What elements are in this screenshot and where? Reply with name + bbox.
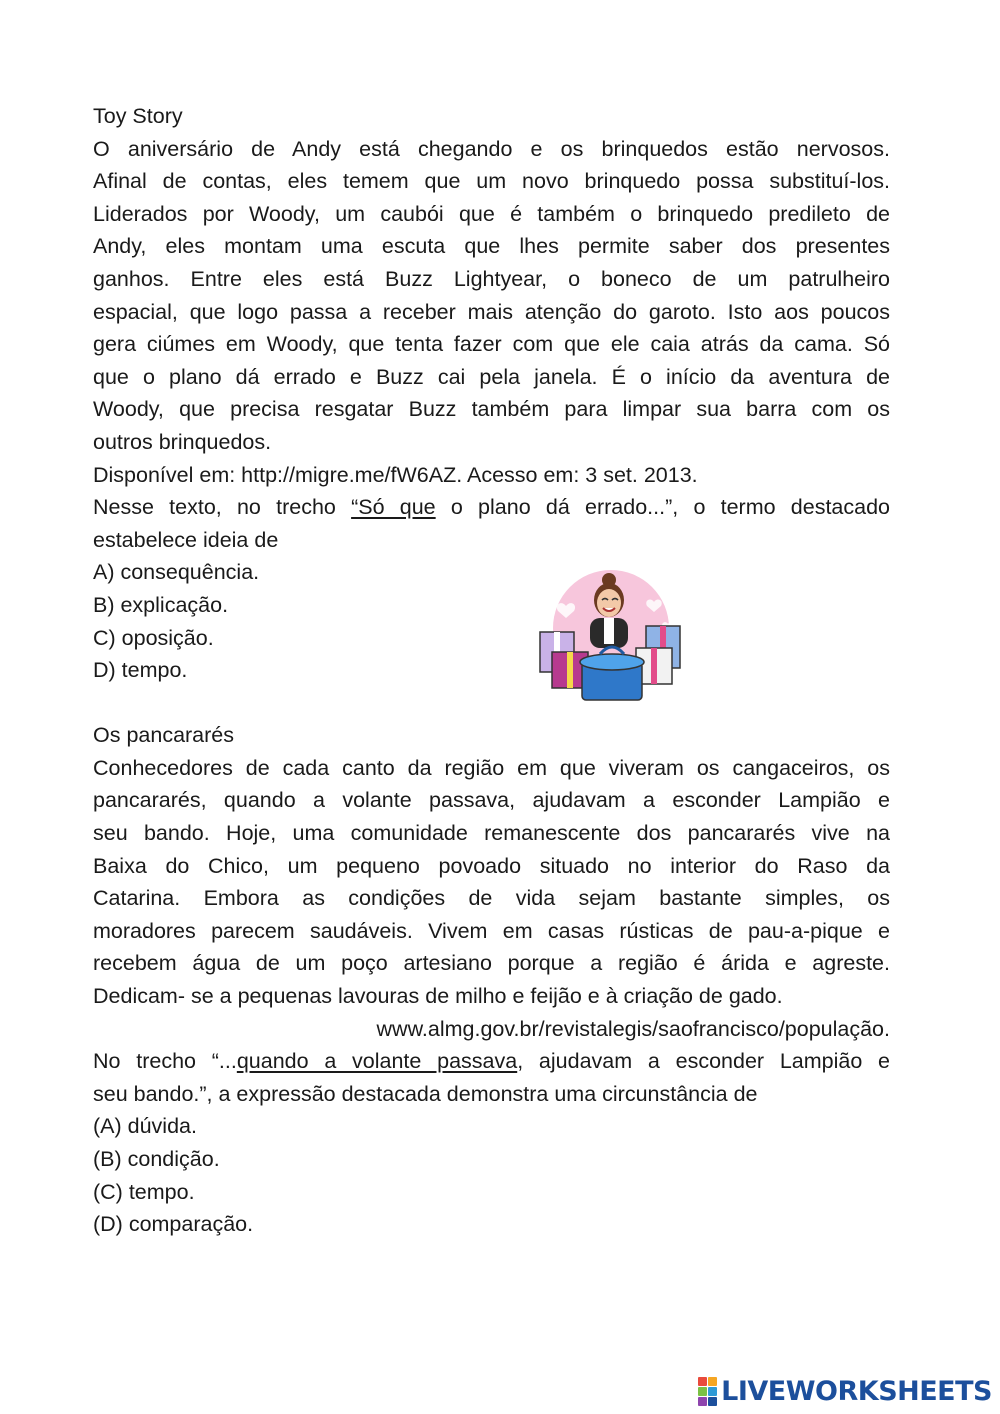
text1-line: outros brinquedos. xyxy=(93,429,272,454)
worksheet-page xyxy=(93,100,890,1241)
text2-title: Os pancararés xyxy=(93,723,235,748)
text2-source: www.almg.gov.br/revistalegis/saofrancisco/população. xyxy=(376,1016,890,1041)
text2-line: moradores parecem saudáveis. Vivem em casas rústicas de pau-a-pique e xyxy=(93,918,890,943)
gifts-illustration xyxy=(526,566,696,706)
question2-line1 xyxy=(93,1045,890,1078)
question1-line2: estabelece ideia de xyxy=(93,527,279,552)
question2-line2: seu bando.”, a expressão destacada demonstra uma circunstância de xyxy=(93,1081,758,1106)
question2-text: , ajudavam a esconder Lampião e xyxy=(517,1049,890,1074)
text2-line: pancararés, quando a volante passava, ajudavam a esconder Lampião e xyxy=(93,788,890,813)
text1-line: Afinal de contas, eles temem que um novo brinquedo possa substituí-los. xyxy=(93,169,890,194)
spacer xyxy=(93,687,890,720)
text1-line: Andy, eles montam uma escuta que lhes permite saber dos presentes xyxy=(93,234,890,259)
text1-line: gera ciúmes em Woody, que tenta fazer com que ele caia atrás da cama. Só xyxy=(93,332,890,357)
text2-body xyxy=(93,752,890,1013)
question2-options xyxy=(93,1110,890,1240)
question2-highlight: quando a volante passava xyxy=(236,1049,518,1074)
question1-text: Nesse texto, no trecho xyxy=(93,495,352,520)
option-c[interactable]: C) oposição. xyxy=(93,625,214,650)
option-b[interactable]: B) explicação. xyxy=(93,592,229,617)
text1-line: Woody, que precisa resgatar Buzz também para limpar sua barra com os xyxy=(93,397,890,422)
option-d[interactable]: (D) comparação. xyxy=(93,1212,254,1237)
question1-text: o plano dá errado...”, o termo destacado xyxy=(435,495,891,520)
option-a[interactable]: (A) dúvida. xyxy=(93,1114,197,1139)
text1-line: ganhos. Entre eles está Buzz Lightyear, o boneco de um patrulheiro xyxy=(93,266,890,291)
option-c[interactable]: (C) tempo. xyxy=(93,1179,195,1204)
text1-line: Liderados por Woody, um caubói que é também o brinquedo predileto de xyxy=(93,201,890,226)
text2-line: Dedicam- se a pequenas lavouras de milho e feijão e à criação de gado. xyxy=(93,984,783,1009)
option-b[interactable]: (B) condição. xyxy=(93,1147,220,1171)
question2-text: No trecho “... xyxy=(93,1049,237,1074)
logo-text: LIVEWORKSHEETS xyxy=(721,1375,992,1407)
liveworksheets-logo[interactable] xyxy=(698,1376,992,1406)
question1-highlight: “Só que xyxy=(351,495,436,520)
text1-title: Toy Story xyxy=(93,104,183,128)
text1-line: espacial, que logo passa a receber mais atenção do garoto. Isto aos poucos xyxy=(93,299,890,324)
text2-line: recebem água de um poço artesiano porque a região é árida e agreste. xyxy=(93,951,890,976)
text1-body xyxy=(93,133,890,459)
text2-line: Conhecedores de cada canto da região em que viveram os cangaceiros, os xyxy=(93,755,890,780)
question1-options xyxy=(93,556,890,686)
option-a[interactable]: A) consequência. xyxy=(93,560,260,585)
text2-line: seu bando. Hoje, uma comunidade remanescente dos pancararés vive na xyxy=(93,821,890,846)
text1-source: Disponível em: http://migre.me/fW6AZ. Acesso em: 3 set. 2013. xyxy=(93,462,698,487)
text2-line: Baixa do Chico, um pequeno povoado situado no interior do Raso da xyxy=(93,853,890,878)
text1-line: O aniversário de Andy está chegando e os brinquedos estão nervosos. xyxy=(93,136,890,161)
text1-line: que o plano dá errado e Buzz cai pela janela. É o início da aventura de xyxy=(93,364,890,389)
logo-blocks-icon xyxy=(698,1377,717,1406)
question1-line1 xyxy=(93,491,890,524)
text2-line: Catarina. Embora as condições de vida sejam bastante simples, os xyxy=(93,886,890,911)
option-d[interactable]: D) tempo. xyxy=(93,658,188,683)
